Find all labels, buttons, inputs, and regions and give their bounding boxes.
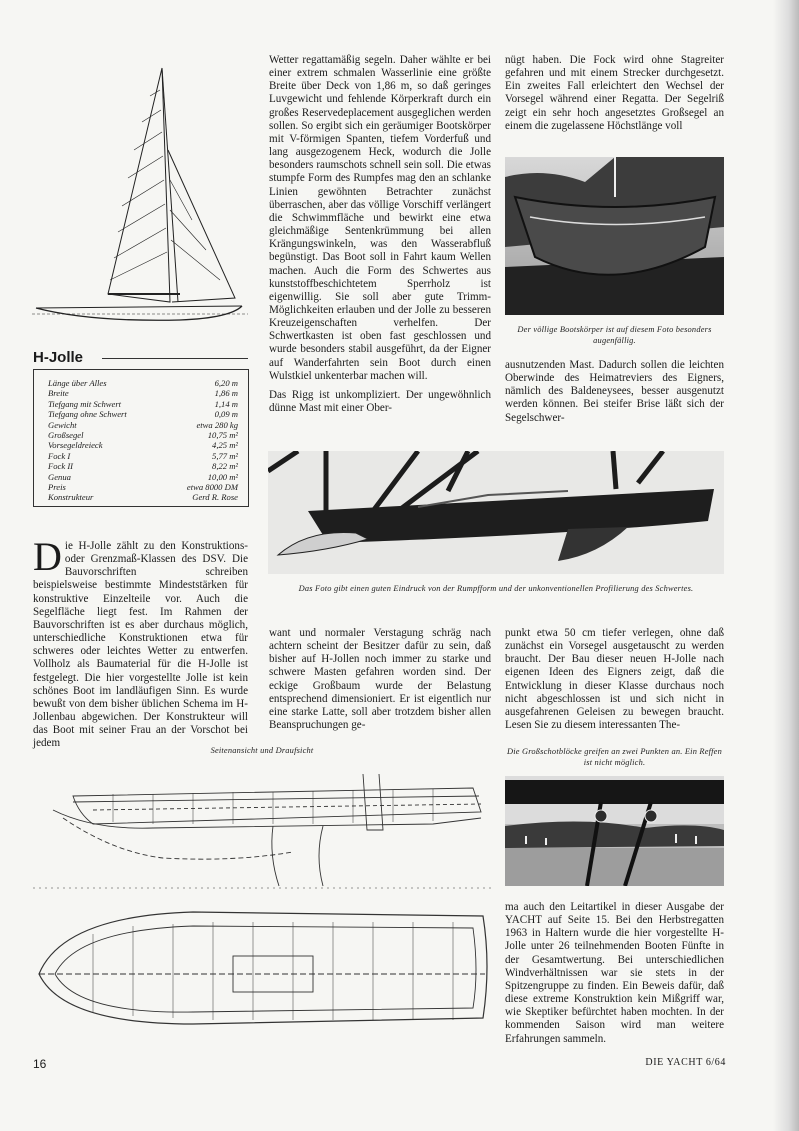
article-column-3-end — [505, 901, 724, 1046]
spec-value: Gerd R. Rose — [192, 492, 238, 503]
article-column-3-bottom — [505, 627, 724, 732]
paragraph: ausnutzenden Mast. Dadurch sollen die leichten Oberwinde des Heimatreviers des Eigners, nämlich des Baldeneysees, besser ausgenutzt werden können. Bei steifer Brise läßt sich der Segelschwer- — [505, 359, 724, 424]
spec-title: H-Jolle — [33, 349, 84, 366]
magazine-footer: DIE YACHT 6/64 — [645, 1057, 726, 1068]
spec-row — [48, 492, 238, 502]
spec-label: Konstrukteur — [48, 492, 94, 503]
spec-row — [48, 388, 238, 398]
blocks-photo-caption: Die Großschotblöcke greifen an zwei Punkten an. Ein Reffen ist nicht möglich. — [507, 747, 722, 767]
article-column-3-mid — [505, 359, 724, 425]
spec-row — [48, 378, 238, 388]
spec-label: Preis — [48, 482, 66, 493]
spec-box — [33, 369, 249, 507]
spec-value: 10,75 m² — [207, 430, 238, 441]
spec-value: 0,09 m — [214, 409, 238, 420]
title-rule — [102, 358, 248, 359]
spec-label: Großsegel — [48, 430, 84, 441]
bow-photo-caption: Der völlige Bootskörper ist auf diesem Foto besonders augenfällig. — [517, 325, 712, 345]
spec-row — [48, 482, 238, 492]
spec-row — [48, 409, 238, 419]
blocks-photo — [505, 776, 724, 886]
page-number: 16 — [33, 1057, 47, 1071]
spec-label: Breite — [48, 388, 69, 399]
spec-row — [48, 440, 238, 450]
paragraph: Wetter regattamäßig segeln. Daher wählte er bei einer extrem schmalen Wasserlinie eine größte Breite über Deck von 1,86 m, so daß geringes Luvgewicht und fehlende Körperkraft durch ein großes Reservedeplacement ausgeglichen werden sollen. So ergibt sich ein geräumiger Bootskörper mit V-förmigen Spanten, tiefem Vorderfuß und lang ausgezogenem Heck, wodurch die Jolle besonders raumschots schnell sein soll. Die etwas stumpfe Form des Rumpfes mag den an schlanke Linien gewöhnten Betrachter zunächst überraschen, aber das völlige Vorschiff verlängert die Schwimmfläche und bewirkt eine etwa gleichmäßige Sentenkrümmung bei allen Krängungswinkeln, was den Wasserabfluß begünstigt. Das Boot soll in Fahrt kaum Wellen machen. Auch die Form des Schwertes aus kunststoffbeschichtetem Sperrholz ist eigenwillig. Sie soll aber gute Trimm-Möglichkeiten erlauben und der Jolle zu besseren Kreuzeigenschaften verhelfen. Der Schwertkasten ist oben fast geschlossen und wurde besonders stabil ausgeführt, da der Eigner auf Wanderfahrten sein Boot durch einen Wulstkiel unkenterbar machen will. — [269, 54, 491, 382]
article-column-2-top — [269, 54, 491, 415]
bow-photo — [505, 157, 724, 315]
spec-label: Vorsegeldreieck — [48, 440, 103, 451]
hull-photo-caption: Das Foto gibt einen guten Eindruck von der Rumpfform und der unkonventionellen Profilierung des Schwertes. — [298, 584, 694, 593]
spec-value: 8,22 m² — [212, 461, 238, 472]
spec-label: Tiefgang ohne Schwert — [48, 409, 127, 420]
spec-label: Gewicht — [48, 419, 77, 430]
spec-label: Tiefgang mit Schwert — [48, 398, 122, 409]
article-column-3-top — [505, 54, 724, 133]
side-and-top-view-drawing — [33, 766, 495, 1046]
page-edge-shadow — [773, 0, 799, 1131]
spec-row — [48, 461, 238, 471]
spec-value: etwa 8000 DM — [186, 482, 238, 493]
spec-row — [48, 420, 238, 430]
spec-row — [48, 472, 238, 482]
paragraph: nügt haben. Die Fock wird ohne Stagreiter gefahren und mit einem Strecker durchgesetzt. Ein zweites Fall erleichtert den Wechsel der Vorsegel während einer Regatta. Der Segelriß zeigt ein sehr hoch angesetztes Großsegel an einem die zugelassene Höchstlänge voll — [505, 54, 724, 132]
drop-cap: D — [33, 534, 62, 579]
paragraph: ma auch den Leitartikel in dieser Ausgabe der YACHT auf Seite 15. Bei den Herbstregatten 1963 in Haltern wurde die hier vorgestellte H-Jolle unter 26 teilnehmenden Booten Fünfte in der Gesamtwertung. Bei unterschiedlichen Windverhältnissen war sie stets in der Spitzengruppe zu finden. Ein Beweis dafür, daß diese extreme Konstruktion kein Mißgriff war, wie Skeptiker befürchtet haben mochten. In der kommenden Saison wird man weitere Erfahrungen sammeln. — [505, 901, 724, 1045]
spec-value: 1,86 m — [214, 388, 238, 399]
spec-label: Fock II — [48, 461, 74, 472]
paragraph: Das Rigg ist unkompliziert. Der ungewöhnlich dünne Mast mit einer Ober- — [269, 388, 491, 415]
intro-text: ie H-Jolle zählt zu den Konstruktions- oder Grenzmaß-Klassen des DSV. Die Bauvorschriften schreiben beispielsweise bestimmte Mindeststärken für konstruktive Einzelteile vor. Auch die Segelfläche liegt fest. Im Rahmen der Bauvorschriften ist es aber durchaus möglich, unterschiedliche Konstruktionen etwa für schweres oder leichtes Wetter zu entwerfen. Vollholz als Baumaterial für die H-Jolle ist festgelegt. Die hier vorgestellte Jolle ist kein schönes Boot im landläufigen Sinn. Es wurde bewußt von dem bisher üblichen Schema im H-Jollenbau abgewichen. Der Konstrukteur will das Boot mit seiner Frau an der Vorschot bei jedem — [33, 540, 248, 750]
spec-row — [48, 430, 238, 440]
spec-value: 1,14 m — [214, 398, 238, 409]
paragraph: punkt etwa 50 cm tiefer verlegen, ohne daß zunächst ein Vorsegel ausgetauscht zu werden braucht. Der Bau dieser neuen H-Jolle nach eigenen Ideen des Eigners zeigt, daß die Entwicklung in dieser Klasse durchaus noch nicht abgeschlossen ist und sich nicht in ausgefahrenen Geleisen zu bewegen braucht. Lesen Sie zu diesem interessanten The- — [505, 627, 724, 732]
spec-value: etwa 280 kg — [196, 419, 238, 430]
spec-value: 5,77 m² — [212, 450, 238, 461]
intro-paragraph — [33, 534, 248, 751]
spec-row — [48, 451, 238, 461]
spec-label: Fock I — [48, 450, 71, 461]
spec-row — [48, 399, 238, 409]
spec-table — [48, 378, 238, 503]
hull-photo — [268, 451, 724, 574]
sail-plan-drawing — [30, 60, 250, 330]
paragraph: want und normaler Verstagung schräg nach achtern scheint der Besitzer dafür zu sein, daß bisher auf H-Jollen noch immer zu starke und schwere Masten gefahren worden sind. Der eckige Großbaum wurde der Belastung entsprechend dimensioniert. Er ist eigentlich nur eine starke Latte, soll aber trotzdem bisher allen Beanspruchungen ge- — [269, 627, 491, 732]
spec-value: 10,00 m² — [207, 471, 238, 482]
drawing-caption: Seitenansicht und Draufsicht — [210, 746, 314, 755]
article-column-2-bottom — [269, 627, 491, 732]
spec-value: 4,25 m² — [212, 440, 238, 451]
spec-label: Genua — [48, 471, 71, 482]
spec-value: 6,20 m — [214, 378, 238, 388]
spec-label: Länge über Alles — [48, 378, 107, 388]
